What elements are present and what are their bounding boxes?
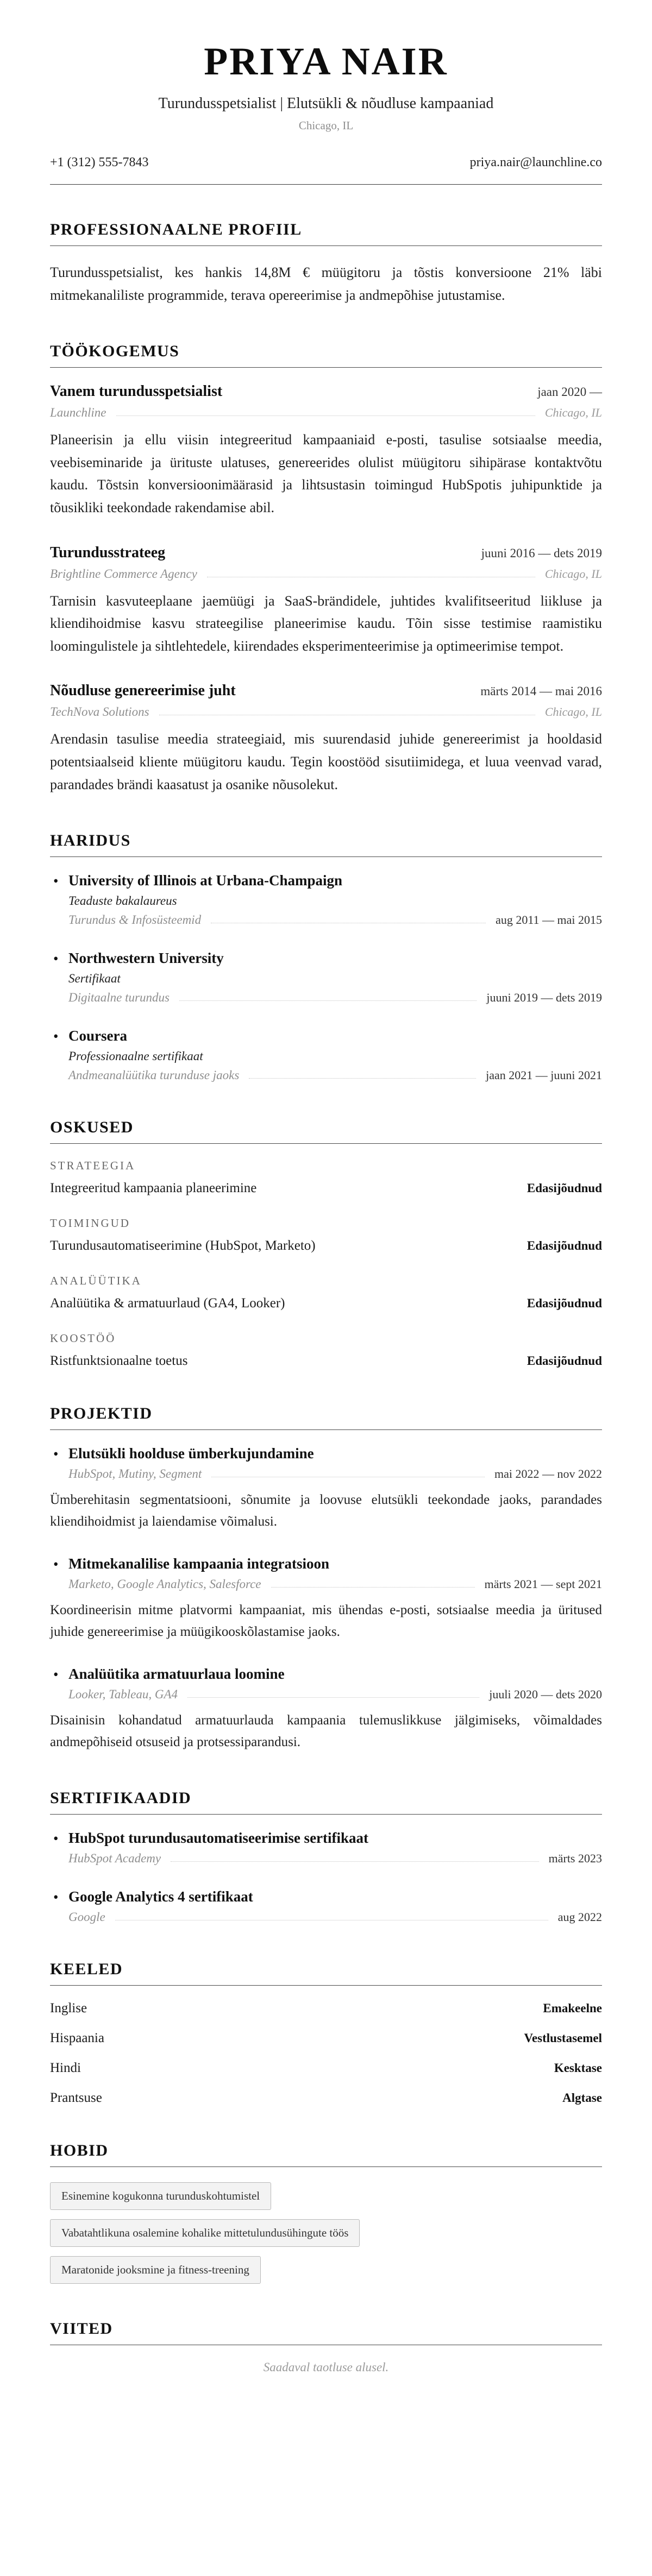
project-item: [50, 1445, 602, 1533]
skill-category: KOOSTÖÖ: [50, 1332, 116, 1345]
certification-item: [50, 1830, 602, 1866]
phone-text: +1 (312) 555-7843: [50, 155, 149, 169]
school-name: • Coursera: [68, 1028, 127, 1044]
certification-item: [50, 1888, 602, 1924]
entry-meta: [50, 406, 602, 420]
project-tools: Looker, Tableau, GA4: [68, 1687, 178, 1702]
section-languages: [50, 1960, 602, 2106]
project-description: Koordineerisin mitme platvormi kampaaniat, mis ühendas e-posti, sotsiaalse meedia ja üritused juhide genereerimise ja müügikooskõlastamise jaoks.: [50, 1603, 602, 1640]
job-description: Arendasin tasulise meedia strateegiaid, mis suurendasid juhide genereerimist ja hooldasid potentsiaalseid kliente müügitoru kaudu. Tegin koostööd sisutiimidega, et luua veenvad varad, parandades brändi kaasatust ja osanike nõusolekut.: [50, 731, 602, 792]
language-level: Vestlustasemel: [524, 2031, 602, 2045]
degree-name: Teaduste bakalaureus: [68, 894, 177, 908]
date-range: märts 2014 — mai 2016: [480, 684, 602, 698]
company-location: Chicago, IL: [544, 705, 602, 719]
education-item: [50, 950, 602, 1005]
section-divider: [50, 856, 602, 857]
section-divider: [50, 367, 602, 368]
project-description: Disainisin kohandatud armatuurlauda kampaania tulemuslikkuse jälgimiseks, võimaldades andmepõhiseid otsuseid ja protsessiparandusi.: [50, 1713, 602, 1750]
skill-row: [50, 1296, 602, 1311]
skill-row: [50, 1353, 602, 1369]
field-of-study: Digitaalne turundus: [68, 991, 170, 1005]
leader-line: [271, 1587, 475, 1588]
company-location: Chicago, IL: [544, 566, 602, 581]
section-title: VIITED: [50, 2320, 113, 2338]
skill-category: ANALÜÜTIKA: [50, 1274, 142, 1288]
entry-header: [50, 383, 602, 400]
contact-row: [50, 155, 602, 170]
section-certifications: [50, 1789, 602, 1924]
skill-group: [50, 1274, 602, 1311]
project-item: [50, 1555, 602, 1643]
language-name: Hindi: [50, 2061, 81, 2076]
school-name: • University of Illinois at Urbana-Champaign: [68, 872, 343, 889]
candidate-name: PRIYA NAIR: [204, 40, 448, 83]
date-range: juuni 2019 — dets 2019: [486, 991, 602, 1005]
section-divider: [50, 1143, 602, 1144]
leader-line: [187, 1697, 479, 1698]
field-of-study: Andmeanalüütika turunduse jaoks: [68, 1068, 240, 1082]
language-name: Prantsuse: [50, 2090, 102, 2106]
certification-title: • Google Analytics 4 sertifikaat: [68, 1888, 253, 1905]
project-item: [50, 1666, 602, 1753]
job-title: Turundusstrateeg: [50, 544, 166, 561]
language-level: Emakeelne: [543, 2001, 602, 2016]
company-location: Chicago, IL: [544, 406, 602, 420]
email-text: priya.nair@launchline.co: [469, 155, 602, 169]
section-title: PROJEKTID: [50, 1404, 153, 1423]
education-meta: [68, 1068, 602, 1082]
language-level: Kesktase: [554, 2061, 602, 2075]
leader-line: [179, 1000, 477, 1001]
job-description: Planeerisin ja ellu viisin integreeritud kampaaniaid e-posti, tasulise sotsiaalse meedia, veebiseminaride ja ürituste ulatuses, genereerides olulist müügitoru sihipärase kontaktvõtu kaudu. Tõstsin konversioonimäärasid ja lihtsustasin toimingud HubSpotis juhipunktide ja tõusikliki teekondade rakendamise abil.: [50, 432, 602, 515]
language-row: [50, 2031, 602, 2046]
certification-issuer: Google: [68, 1910, 105, 1924]
section-title: PROFESSIONAALNE PROFIIL: [50, 221, 302, 238]
certification-date: aug 2022: [557, 1910, 602, 1924]
job-description: Tarnisin kasvuteeplaane jaemüügi ja SaaS-brändidele, juhtides kvalifitseeritud liikluse ja kliendihoidmise kasvu strateegilise planeerimise kaudu. Tõin sisse testimise raamistiku loomingulistele ja sihtlehtedele, kiirendades eksperimenteerimise ja optimeerimise tempot.: [50, 593, 602, 654]
job-title: Nõudluse genereerimise juht: [50, 682, 236, 700]
skill-category: TOIMINGUD: [50, 1217, 130, 1230]
certification-date: märts 2023: [548, 1851, 602, 1866]
skill-group: [50, 1159, 602, 1196]
skill-group: [50, 1332, 602, 1369]
certification-issuer: HubSpot Academy: [68, 1851, 161, 1866]
education-item: [50, 872, 602, 927]
leader-line: [116, 415, 535, 416]
experience-entry: [50, 544, 602, 658]
date-range: aug 2011 — mai 2015: [496, 913, 602, 927]
section-projects: [50, 1404, 602, 1753]
date-range: jaan 2020 —: [537, 385, 602, 399]
certification-title: • HubSpot turundusautomatiseerimise sertifikaat: [68, 1830, 369, 1847]
section-title: OSKUSED: [50, 1118, 134, 1137]
company-name: Launchline: [50, 406, 106, 420]
entry-header: [50, 682, 602, 700]
project-title: • Elutsükli hoolduse ümberkujundamine: [68, 1445, 314, 1462]
language-row: [50, 2061, 602, 2076]
degree-name: Sertifikaat: [68, 972, 121, 986]
date-range: juuli 2020 — dets 2020: [489, 1687, 602, 1702]
job-title: Vanem turundusspetsialist: [50, 383, 223, 400]
company-name: TechNova Solutions: [50, 705, 149, 719]
section-title: HOBID: [50, 2142, 109, 2160]
section-profile: [50, 221, 602, 306]
section-education: [50, 832, 602, 1082]
language-row: [50, 2090, 602, 2106]
entry-meta: [50, 705, 602, 719]
section-skills: [50, 1118, 602, 1369]
entry-header: [50, 544, 602, 562]
location-text: Chicago, IL: [298, 119, 354, 132]
project-meta: [68, 1467, 602, 1481]
project-meta: [68, 1687, 602, 1702]
experience-entry: [50, 682, 602, 796]
education-item: [50, 1028, 602, 1082]
language-name: Inglise: [50, 2001, 87, 2016]
section-title: TÖÖKOGEMUS: [50, 342, 180, 361]
skill-row: [50, 1238, 602, 1254]
section-title: KEELED: [50, 1960, 123, 1979]
skill-name: Integreeritud kampaania planeerimine: [50, 1181, 257, 1196]
leader-line: [249, 1078, 476, 1079]
section-references: [50, 2320, 602, 2375]
skill-level: Edasijõudnud: [526, 1296, 602, 1311]
skill-name: Ristfunktsionaalne toetus: [50, 1353, 188, 1369]
hobby-chip: Maratonide jooksmine ja fitness-treening: [50, 2256, 261, 2284]
section-experience: [50, 342, 602, 796]
school-name: • Northwestern University: [68, 950, 224, 967]
skill-level: Edasijõudnud: [526, 1354, 602, 1368]
section-hobbies: [50, 2142, 602, 2284]
education-meta: [68, 991, 602, 1005]
language-level: Algtase: [562, 2091, 602, 2105]
certification-meta: [68, 1910, 602, 1924]
project-description: Ümberehitasin segmentatsiooni, sõnumite ja loovuse elutsükli teekondade jaoks, parandades kliendihoidmist ja laiendamise võimalusi.: [50, 1492, 602, 1529]
project-tools: HubSpot, Mutiny, Segment: [68, 1467, 202, 1481]
skill-group: [50, 1217, 602, 1254]
date-range: jaan 2021 — juuni 2021: [486, 1068, 602, 1082]
skill-category: STRATEEGIA: [50, 1159, 136, 1173]
skill-name: Turundusautomatiseerimine (HubSpot, Marketo): [50, 1238, 316, 1254]
company-name: Brightline Commerce Agency: [50, 566, 197, 581]
skill-level: Edasijõudnud: [526, 1239, 602, 1253]
project-tools: Marketo, Google Analytics, Salesforce: [68, 1577, 261, 1591]
tagline: Turundusspetsialist | Elutsükli & nõudluse kampaaniad: [158, 95, 494, 112]
language-row: [50, 2001, 602, 2016]
language-name: Hispaania: [50, 2031, 104, 2046]
leader-line: [171, 1861, 538, 1862]
header-divider: [50, 184, 602, 185]
degree-name: Professionaalne sertifikaat: [68, 1049, 203, 1063]
section-divider: [50, 1985, 602, 1986]
date-range: mai 2022 — nov 2022: [494, 1467, 602, 1481]
date-range: juuni 2016 — dets 2019: [481, 546, 602, 560]
skill-name: Analüütika & armatuurlaud (GA4, Looker): [50, 1296, 285, 1311]
references-note: Saadaval taotluse alusel.: [263, 2360, 389, 2375]
skill-level: Edasijõudnud: [526, 1181, 602, 1195]
section-title: SERTIFIKAADID: [50, 1789, 192, 1807]
certification-meta: [68, 1851, 602, 1866]
education-meta: [68, 913, 602, 927]
project-meta: [68, 1577, 602, 1591]
resume-header: [50, 39, 602, 185]
hobby-chip: Vabatahtlikuna osalemine kohalike mittetulundusühingute töös: [50, 2219, 360, 2247]
profile-summary: Turundusspetsialist, kes hankis 14,8M € müügitoru ja tõstis konversioone 21% läbi mitmekanaliliste programmide, terava opereerimise ja andmepõhise jutustamise.: [50, 264, 602, 303]
entry-meta: [50, 567, 602, 581]
skill-row: [50, 1181, 602, 1196]
hobby-chip: Esinemine kogukonna turunduskohtumistel: [50, 2182, 271, 2210]
section-divider: [50, 2166, 602, 2167]
experience-entry: [50, 383, 602, 519]
section-divider: [50, 1429, 602, 1430]
project-title: • Analüütika armatuurlaua loomine: [68, 1666, 285, 1683]
project-title: • Mitmekanalilise kampaania integratsioon: [68, 1555, 330, 1572]
section-divider: [50, 245, 602, 246]
field-of-study: Turundus & Infosüsteemid: [68, 913, 202, 927]
section-divider: [50, 1814, 602, 1815]
date-range: märts 2021 — sept 2021: [484, 1577, 602, 1591]
section-title: HARIDUS: [50, 832, 131, 850]
